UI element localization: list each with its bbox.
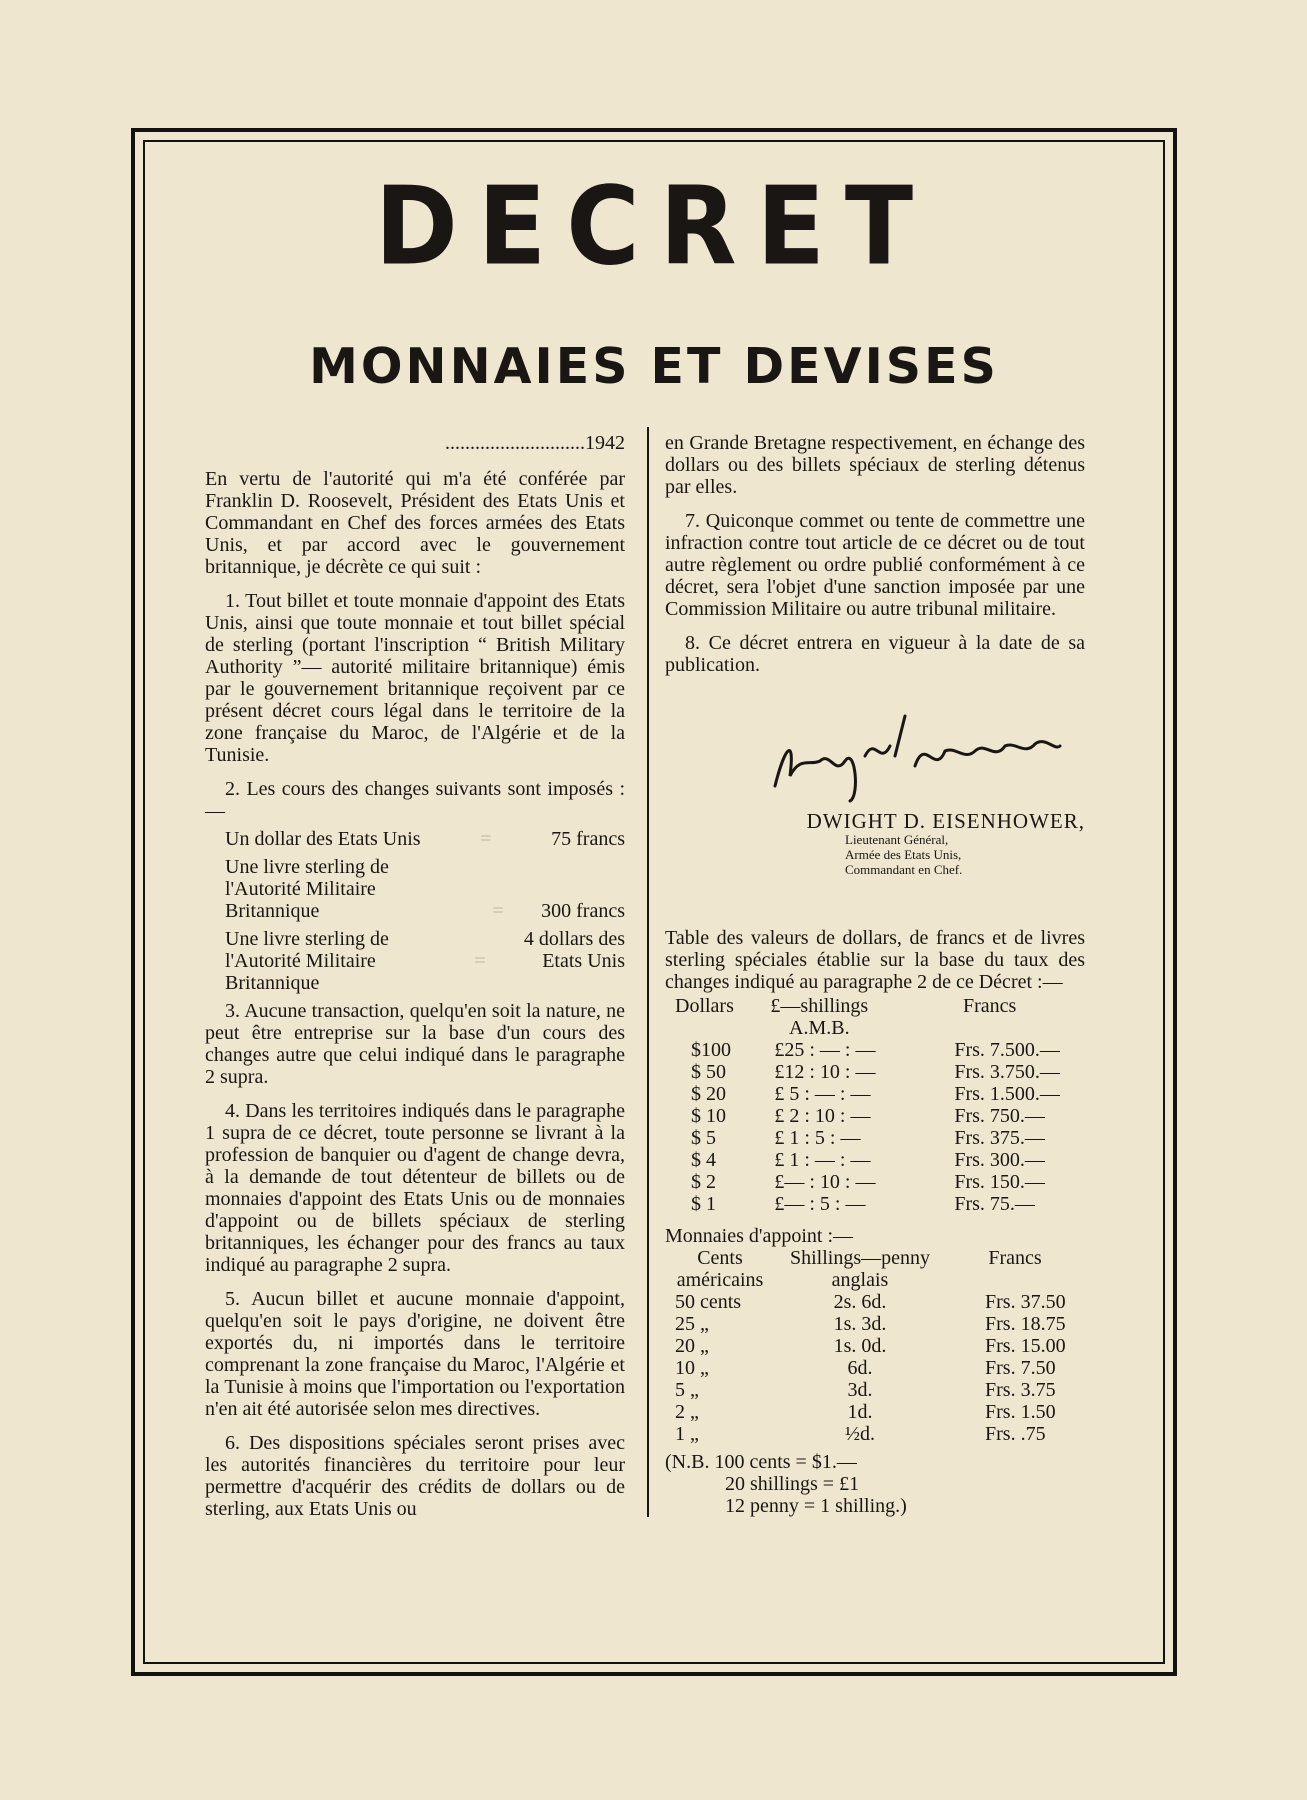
decree-subtitle: MONNAIES ET DEVISES: [309, 338, 999, 395]
table-header: Cents américains: [676, 1247, 764, 1291]
table-header: £—shillings A.M.B.: [770, 995, 869, 1039]
article-4: 4. Dans les territoires indiqués dans le paragraphe 1 supra de ce décret, toute personne se livrant à la profession de banquier ou d'agent de change devra, à la demande de tout détenteur de billets ou de monnaies d'appoint des Etats Unis ou de monnaies d'appoint ou de billets spéciaux de sterling britanniques, les échanger pour des francs au taux indiqué au paragraphe 2 supra.: [205, 1100, 625, 1276]
signature-block: [665, 706, 1085, 806]
date-line: ............................1942: [445, 432, 625, 454]
dollar-conversion-table: [665, 995, 1085, 1215]
table-cell: Frs. 3.750.—: [954, 1061, 1060, 1083]
table-cell: $100: [691, 1039, 731, 1061]
table-cell: 10 „: [675, 1357, 709, 1379]
table-cell: 6d.: [847, 1357, 873, 1379]
signature-image: [765, 706, 1065, 806]
article-3: 3. Aucune transaction, quelqu'en soit la nature, ne peut être entreprise sur la base d'un cours des changes autre que celui indiqué dans le paragraphe 2 supra.: [205, 1000, 625, 1088]
article-2: 2. Les cours des changes suivants sont imposés :—: [205, 778, 625, 822]
table-cell: £12 : 10 : —: [774, 1061, 876, 1083]
nb-note-2: 20 shillings = £1: [725, 1473, 860, 1495]
column-divider: [647, 427, 649, 1517]
table-cell: $ 4: [691, 1149, 716, 1171]
table-cell: Frs. 750.—: [954, 1105, 1045, 1127]
table-cell: 2s. 6d.: [833, 1291, 887, 1313]
rate-dollar: Un dollar des Etats Unis = 75 francs: [225, 828, 625, 850]
signer-rank-2: Armée des Etats Unis,: [845, 847, 962, 862]
table-header: Dollars: [675, 995, 734, 1017]
table-cell: Frs. 3.75: [985, 1379, 1056, 1401]
table-cell: Frs. 375.—: [954, 1127, 1045, 1149]
right-column: [665, 432, 1085, 1517]
table-cell: $ 2: [691, 1171, 716, 1193]
table-cell: Frs. 7.50: [985, 1357, 1056, 1379]
table-cell: £ 5 : — : —: [774, 1083, 871, 1105]
table-cell: 1d.: [847, 1401, 873, 1423]
coins-heading: Monnaies d'appoint :—: [665, 1225, 854, 1247]
table-cell: 1 „: [675, 1423, 699, 1445]
table-cell: 3d.: [847, 1379, 873, 1401]
signer-rank-3: Commandant en Chef.: [845, 862, 963, 877]
table-cell: 20 „: [675, 1335, 709, 1357]
table-cell: Frs. 1.50: [985, 1401, 1056, 1423]
table-cell: Frs. .75: [985, 1423, 1046, 1445]
table-cell: £ 1 : 5 : —: [774, 1127, 861, 1149]
table-cell: $ 10: [691, 1105, 726, 1127]
table-cell: 5 „: [675, 1379, 699, 1401]
table-cell: Frs. 7.500.—: [954, 1039, 1060, 1061]
table-cell: £— : 5 : —: [774, 1193, 866, 1215]
table-cell: ½d.: [845, 1423, 875, 1445]
decree-poster-border: [131, 128, 1177, 1676]
coin-conversion-table: [665, 1247, 1085, 1445]
table-cell: Frs. 75.—: [954, 1193, 1035, 1215]
table-cell: 25 „: [675, 1313, 709, 1335]
table-cell: Frs. 1.500.—: [954, 1083, 1060, 1105]
table-cell: 1s. 0d.: [833, 1335, 887, 1357]
table-cell: $ 1: [691, 1193, 716, 1215]
rate-pound-dollars: Une livre sterling de l'Autorité Militaire Britannique = 4 dollars des Etats Unis: [225, 928, 625, 994]
article-8: 8. Ce décret entrera en vigueur à la date de sa publication.: [665, 632, 1085, 676]
nb-note-3: 12 penny = 1 shilling.): [725, 1495, 907, 1517]
table-cell: 1s. 3d.: [833, 1313, 887, 1335]
decree-title: DECRET: [374, 163, 934, 290]
table-cell: Frs. 18.75: [985, 1313, 1066, 1335]
table-cell: £ 2 : 10 : —: [774, 1105, 871, 1127]
table-cell: $ 20: [691, 1083, 726, 1105]
article-7: 7. Quiconque commet ou tente de commettre une infraction contre tout article de ce décret ou de tout autre règlement ou ordre publié conformément à ce décret, sera l'objet d'une sanction imposée par une Commission Militaire ou autre tribunal militaire.: [665, 510, 1085, 620]
article-6: 6. Des dispositions spéciales seront prises avec les autorités financières du territoire pour leur permettre d'acquérir des crédits de dollars ou de sterling, aux Etats Unis ou: [205, 1432, 625, 1520]
article-5: 5. Aucun billet et aucune monnaie d'appoint, quelqu'en soit le pays d'origine, ne doivent être exportés du, ni importés dans le territoire comprenant la zone française du Maroc, l'Algérie et la Tunisie à moins que l'importation ou l'exportation n'en ait été autorisée selon mes directives.: [205, 1288, 625, 1420]
table-cell: $ 5: [691, 1127, 716, 1149]
table-cell: £25 : — : —: [774, 1039, 876, 1061]
table-cell: Frs. 15.00: [985, 1335, 1066, 1357]
rate-pound-francs: Une livre sterling de l'Autorité Militaire Britannique = 300 francs: [225, 856, 625, 922]
table-cell: 2 „: [675, 1401, 699, 1423]
table-header: Shillings—penny anglais: [789, 1247, 930, 1291]
table-intro: Table des valeurs de dollars, de francs et de livres sterling spéciales établie sur la base du taux des changes indiqué au paragraphe 2 de ce Décret :—: [665, 927, 1085, 993]
table-cell: Frs. 300.—: [954, 1149, 1045, 1171]
table-header: Francs: [963, 995, 1017, 1017]
table-cell: 50 cents: [675, 1291, 742, 1313]
table-cell: $ 50: [691, 1061, 726, 1083]
table-cell: Frs. 150.—: [954, 1171, 1045, 1193]
signer-name: DWIGHT D. EISENHOWER,: [806, 809, 1085, 833]
article-1: 1. Tout billet et toute monnaie d'appoint des Etats Unis, ainsi que toute monnaie et tout billet spécial de sterling (portant l'inscription “ British Military Authority ”— autorité militaire britannique) émis par le gouvernement britannique reçoivent par ce présent décret cours légal dans le territoire de la zone française du Maroc, de l'Algérie et de la Tunisie.: [205, 590, 625, 766]
left-column: [205, 432, 625, 1532]
table-cell: £— : 10 : —: [774, 1171, 876, 1193]
signer-rank-1: Lieutenant Général,: [845, 832, 949, 847]
table-cell: Frs. 37.50: [985, 1291, 1066, 1313]
nb-note-1: (N.B. 100 cents = $1.—: [665, 1451, 857, 1473]
article-6-continued: en Grande Bretagne respectivement, en échange des dollars ou des billets spéciaux de sterling détenus par elles.: [665, 432, 1085, 498]
intro-paragraph: En vertu de l'autorité qui m'a été conférée par Franklin D. Roosevelt, Président des Etats Unis et Commandant en Chef des forces armées des Etats Unis, et par accord avec le gouvernement britannique, je décrète ce qui suit :: [205, 468, 625, 578]
table-cell: £ 1 : — : —: [774, 1149, 871, 1171]
table-header: Francs: [988, 1247, 1042, 1269]
